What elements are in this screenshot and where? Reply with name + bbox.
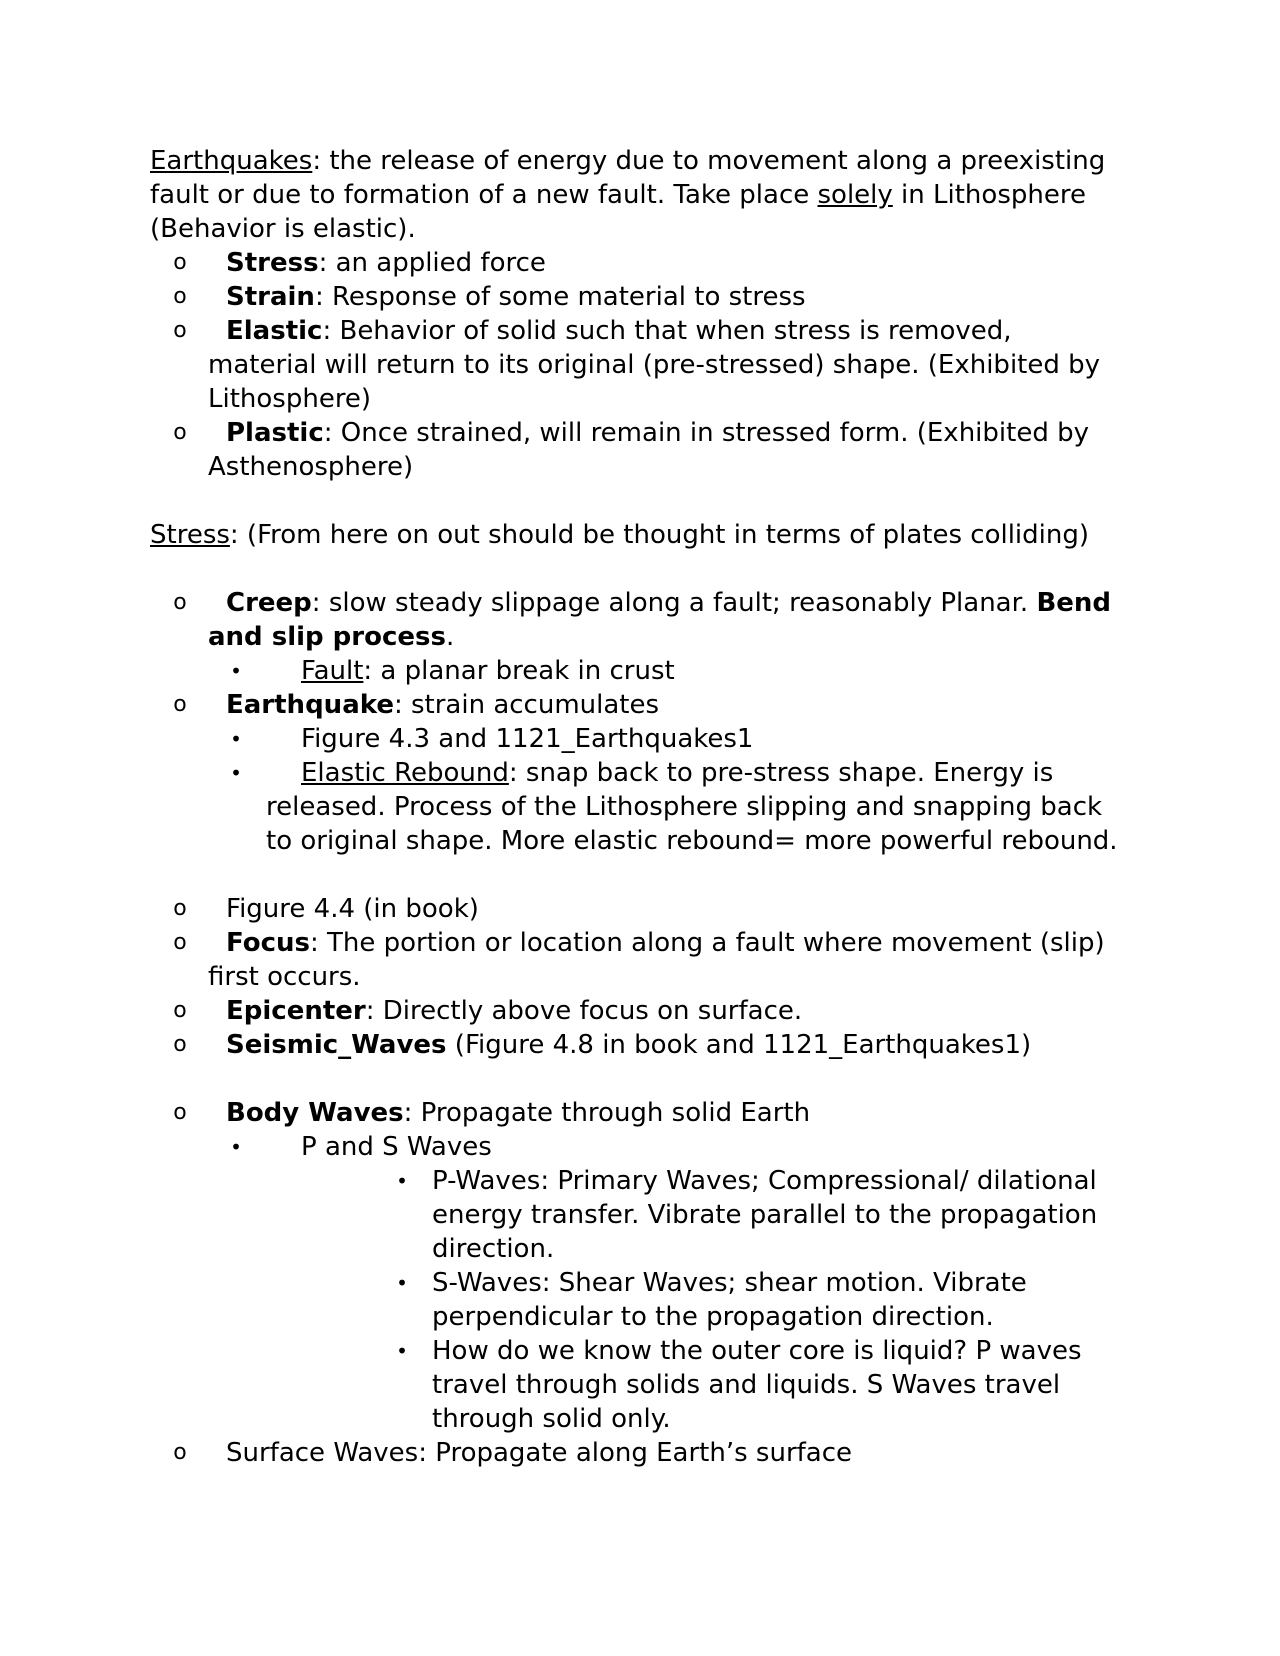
circle-bullet-icon: o xyxy=(173,284,187,309)
term-plastic: Plastic xyxy=(226,418,324,448)
p-and-s-text: P and S Waves xyxy=(301,1132,492,1162)
circle-bullet-icon: o xyxy=(173,692,187,717)
list-item-elastic-rebound xyxy=(230,756,1122,858)
intro-paragraph xyxy=(150,144,1110,246)
circle-bullet-icon: o xyxy=(173,318,187,343)
list-item-body-waves xyxy=(173,1096,1118,1130)
list-item-outer-core xyxy=(396,1334,1122,1436)
list-item-p-and-s xyxy=(230,1130,1122,1164)
term-body-waves: Body Waves xyxy=(226,1098,404,1128)
def-stress: : an applied force xyxy=(318,248,546,278)
list-item-focus xyxy=(173,926,1118,994)
circle-bullet-icon: o xyxy=(173,1100,187,1125)
def-creep: : slow steady slippage along a fault; reasonably Planar. xyxy=(311,588,1037,618)
term-epicenter: Epicenter xyxy=(226,996,366,1026)
bend-and-slip: Bend and slip process xyxy=(208,588,1112,652)
term-elastic: Elastic xyxy=(226,316,323,346)
def-epicenter: : Directly above focus on surface. xyxy=(365,996,803,1026)
circle-bullet-icon: o xyxy=(173,1440,187,1465)
creep-period: . xyxy=(445,622,455,652)
outer-core-text: How do we know the outer core is liquid? P waves travel through solids and liquids. S Waves travel through solid only. xyxy=(432,1336,1082,1434)
figure-44-text: Figure 4.4 (in book) xyxy=(226,894,479,924)
def-seismic-waves: (Figure 4.8 in book and 1121_Earthquakes1) xyxy=(446,1030,1032,1060)
circle-bullet-icon: o xyxy=(173,420,187,445)
term-seismic-waves: Seismic_Waves xyxy=(226,1030,447,1060)
def-earthquake: : strain accumulates xyxy=(393,690,660,720)
stress-section-text: : (From here on out should be thought in terms of plates colliding) xyxy=(229,520,1090,550)
list-item-plastic xyxy=(173,416,1118,484)
figure-43-text: Figure 4.3 and 1121_Earthquakes1 xyxy=(301,724,754,754)
term-stress: Stress xyxy=(226,248,319,278)
def-body-waves: : Propagate through solid Earth xyxy=(403,1098,811,1128)
circle-bullet-icon: o xyxy=(173,896,187,921)
term-creep: Creep xyxy=(226,588,312,618)
list-item-surface-waves xyxy=(173,1436,1118,1470)
p-waves-text: P-Waves: Primary Waves; Compressional/ dilational energy transfer. Vibrate parallel to the propagation direction. xyxy=(432,1166,1098,1264)
term-focus: Focus xyxy=(226,928,310,958)
solely-word: solely xyxy=(817,180,893,210)
dot-bullet-icon: • xyxy=(230,761,242,785)
earthquakes-definition: : the release of energy due to movement along a preexisting fault or due to formation of a new fault. Take place xyxy=(150,146,1106,210)
term-earthquake: Earthquake xyxy=(226,690,394,720)
def-elastic: : Behavior of solid such that when stress is removed, material will return to its original (pre-stressed) shape. (Exhibited by Lithosphere) xyxy=(208,316,1101,414)
surface-waves-text: Surface Waves: Propagate along Earth’s surface xyxy=(226,1438,853,1468)
def-plastic: : Once strained, will remain in stressed form. (Exhibited by Asthenosphere) xyxy=(208,418,1089,482)
circle-bullet-icon: o xyxy=(173,590,187,615)
def-strain: : Response of some material to stress xyxy=(314,282,806,312)
def-focus: : The portion or location along a fault where movement (slip) first occurs. xyxy=(208,928,1105,992)
earthquakes-term: Earthquakes xyxy=(150,146,313,176)
intro-tail: in Lithosphere (Behavior is elastic). xyxy=(150,180,1086,244)
list-item-stress xyxy=(173,246,1118,280)
stress-paragraph xyxy=(150,518,1110,552)
list-item-p-waves xyxy=(396,1164,1122,1266)
s-waves-text: S-Waves: Shear Waves; shear motion. Vibrate perpendicular to the propagation direction. xyxy=(432,1268,1027,1332)
list-item-strain xyxy=(173,280,1118,314)
dot-bullet-icon: • xyxy=(396,1271,408,1295)
term-fault: Fault xyxy=(301,656,364,686)
dot-bullet-icon: • xyxy=(396,1339,408,1363)
list-item-earthquake xyxy=(173,688,1118,722)
list-item-figure-43 xyxy=(230,722,1122,756)
circle-bullet-icon: o xyxy=(173,250,187,275)
circle-bullet-icon: o xyxy=(173,998,187,1023)
def-elastic-rebound: : snap back to pre-stress shape. Energy is released. Process of the Lithosphere slipping and snapping back to original shape. More elastic rebound= more powerful rebound. xyxy=(266,758,1118,856)
list-item-s-waves xyxy=(396,1266,1122,1334)
dot-bullet-icon: • xyxy=(230,727,242,751)
term-elastic-rebound: Elastic Rebound xyxy=(301,758,509,788)
list-item-creep xyxy=(173,586,1118,654)
dot-bullet-icon: • xyxy=(396,1169,408,1193)
term-strain: Strain xyxy=(226,282,315,312)
dot-bullet-icon: • xyxy=(230,659,242,683)
list-item-seismic-waves xyxy=(173,1028,1118,1062)
circle-bullet-icon: o xyxy=(173,1032,187,1057)
def-fault: : a planar break in crust xyxy=(363,656,675,686)
list-item-elastic xyxy=(173,314,1118,416)
dot-bullet-icon: • xyxy=(230,1135,242,1159)
list-item-figure-44 xyxy=(173,892,1118,926)
list-item-epicenter xyxy=(173,994,1118,1028)
stress-section-term: Stress xyxy=(150,520,230,550)
list-item-fault xyxy=(230,654,1122,688)
circle-bullet-icon: o xyxy=(173,930,187,955)
